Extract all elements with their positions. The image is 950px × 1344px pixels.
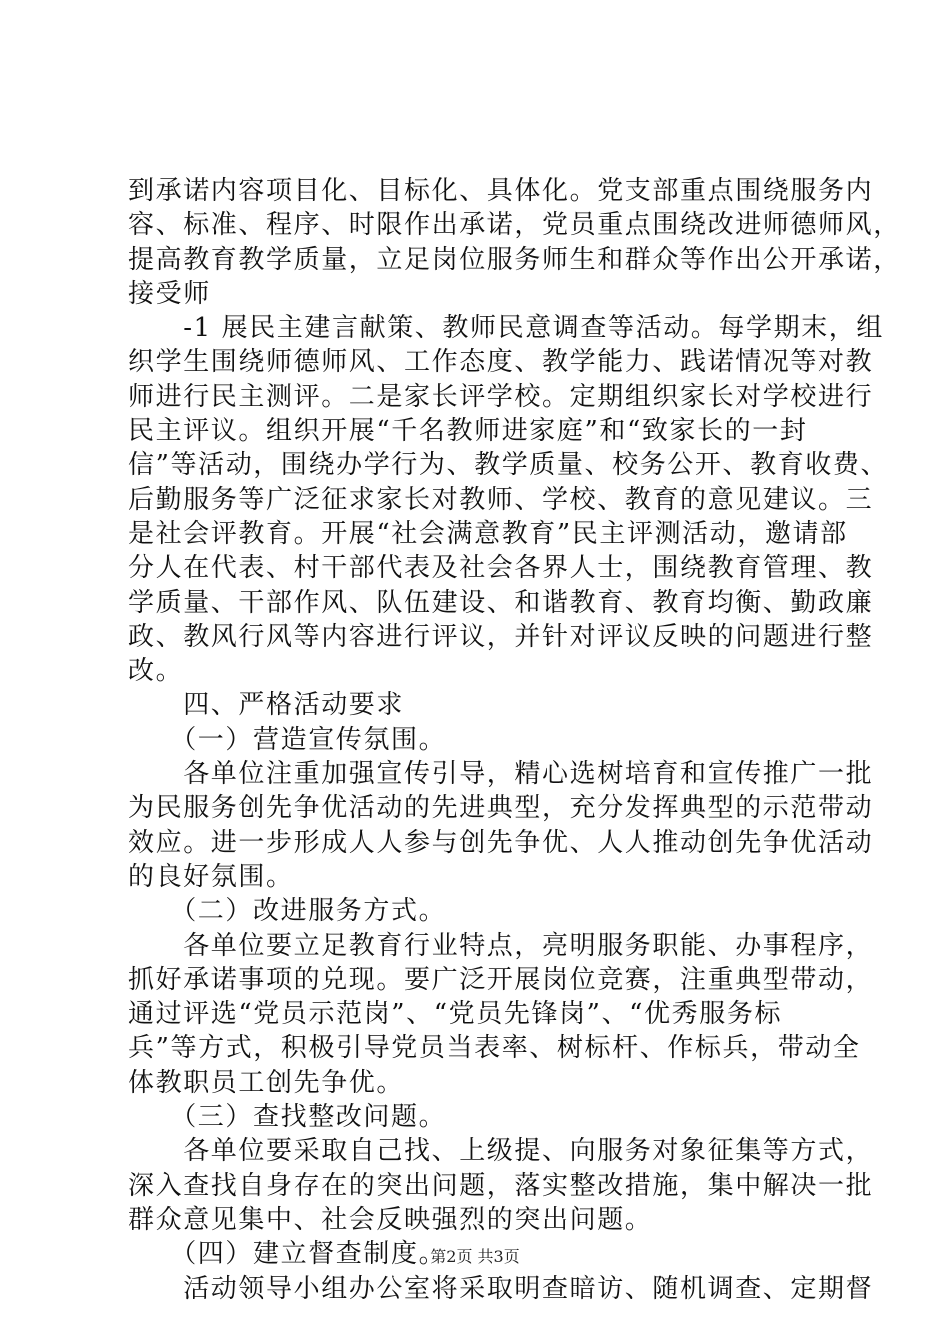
page-footer: 第2页 共3页 <box>430 1247 520 1266</box>
text-line: 织学生围绕师德师风、工作态度、教学能力、践诺情况等对教 <box>128 347 874 378</box>
text-line: 为民服务创先争优活动的先进典型，充分发挥典型的示范带动 <box>128 793 874 824</box>
text-line: 是社会评教育。开展“社会满意教育”民主评测活动，邀请部 <box>128 518 848 549</box>
text-line: 提高教育教学质量，立足岗位服务师生和群众等作出公开承诺， <box>128 244 901 275</box>
text-line: 民主评议。组织开展“千名教师进家庭”和“致家长的一封 <box>128 416 808 447</box>
text-line: 各单位要立足教育行业特点，亮明服务职能、办事程序， <box>128 930 874 961</box>
text-line: 活动领导小组办公室将采取明查暗访、随机调查、定期督 <box>128 1273 874 1304</box>
text-line: 体教职员工创先争优。 <box>128 1067 405 1098</box>
text-line: 接受师 <box>128 278 211 309</box>
text-line: 政、教风行风等内容进行评议，并针对评议反映的问题进行整 <box>128 621 874 652</box>
text-line: -1 展民主建言献策、教师民意调查等活动。每学期末，组 <box>128 313 884 344</box>
text-line: 效应。进一步形成人人参与创先争优、人人推动创先争优活动 <box>128 827 874 858</box>
text-line: 到承诺内容项目化、目标化、具体化。党支部重点围绕服务内 <box>128 176 874 206</box>
text-line: 抓好承诺事项的兑现。要广泛开展岗位竞赛，注重典型带动， <box>128 964 874 995</box>
text-line: 后勤服务等广泛征求家长对教师、学校、教育的意见建议。三 <box>128 484 874 515</box>
text-line: 深入查找自身存在的突出问题，落实整改措施，集中解决一批 <box>128 1170 874 1201</box>
text-line: 信”等活动，围绕办学行为、教学质量、校务公开、教育收费、 <box>128 450 889 481</box>
body-text <box>128 174 901 1306</box>
text-line: 通过评选“党员示范岗”、“党员先锋岗”、“优秀服务标 <box>128 999 783 1030</box>
text-line: 各单位注重加强宣传引导，精心选树培育和宣传推广一批 <box>128 759 874 790</box>
text-line: 学质量、干部作风、队伍建设、和谐教育、教育均衡、勤政廉 <box>128 587 874 618</box>
text-line: 兵”等方式，积极引导党员当表率、树标杆、作标兵，带动全 <box>128 1033 861 1064</box>
text-line: 各单位要采取自己找、上级提、向服务对象征集等方式， <box>128 1136 874 1167</box>
section-heading: 四、严格活动要求 <box>128 690 405 721</box>
subsection-heading: （四）建立督查制度。 <box>128 1239 447 1270</box>
text-line: 师进行民主测评。二是家长评学校。定期组织家长对学校进行 <box>128 381 874 412</box>
text-line: 改。 <box>128 656 184 687</box>
text-line: 容、标准、程序、时限作出承诺，党员重点围绕改进师德师风， <box>128 210 901 241</box>
text-line: 群众意见集中、社会反映强烈的突出问题。 <box>128 1204 653 1235</box>
subsection-heading: （一）营造宣传氛围。 <box>128 724 447 755</box>
subsection-heading: （二）改进服务方式。 <box>128 896 447 927</box>
text-line: 的良好氛围。 <box>128 861 294 892</box>
subsection-heading: （三）查找整改问题。 <box>128 1102 447 1133</box>
text-line: 分人在代表、村干部代表及社会各界人士，围绕教育管理、教 <box>128 553 874 584</box>
